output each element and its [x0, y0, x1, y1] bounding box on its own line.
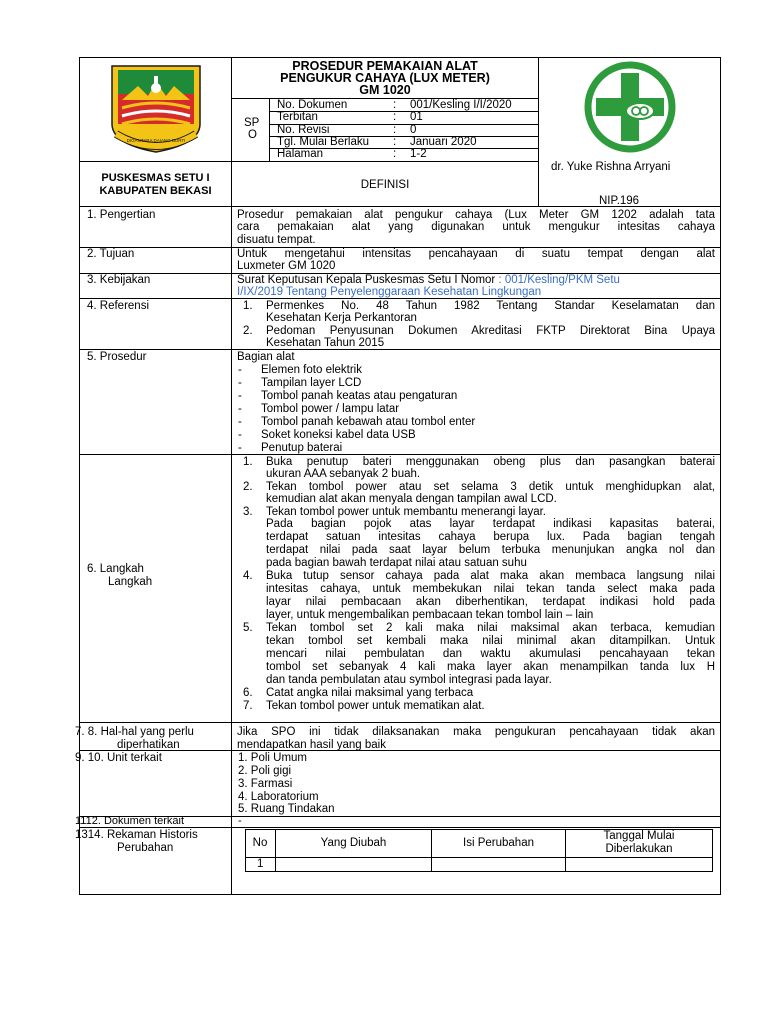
kebijakan-ref: : 001/Kesling/PKM Setu	[495, 274, 620, 286]
step-line: Buka tutup sensor cahaya pada alat maka akan membaca langsung nilai	[266, 570, 715, 582]
step-line: Catat angka nilai maksimal yang terbaca	[266, 687, 474, 699]
kebijakan-line-2: I/IX/2019 Tentang Penyelenggaraan Kesehatan Lingkungan	[237, 286, 542, 298]
step-num: 7.	[243, 700, 253, 712]
prosedur-item: Tombol panah kebawah atau tombol enter	[261, 416, 476, 428]
history-row-no: 1	[257, 858, 264, 870]
tujuan-line: Luxmeter GM 1020	[237, 260, 336, 272]
unit-item: 1. Poli Umum	[238, 752, 308, 764]
hal-hal-line: Jika SPO ini tidak dilaksanakan maka pengukuran pencahayaan tidak akan	[237, 726, 715, 738]
ref-line: Kesehatan Tahun 2015	[266, 337, 385, 349]
unit-item: 3. Farmasi	[238, 778, 293, 790]
doc-title-line-2: PENGUKUR CAHAYA (LUX METER)	[280, 71, 490, 85]
meta-sep: :	[393, 99, 397, 111]
meta-sep: :	[393, 124, 397, 136]
meta-value: 01	[410, 111, 423, 123]
row-line	[79, 827, 721, 828]
dokumen-value: -	[238, 815, 242, 827]
section-label-prosedur: 5. Prosedur	[87, 351, 147, 363]
kebijakan-text: Surat Keputusan Kepala Puskesmas Setu I Nomor	[237, 274, 496, 286]
section-label-langkah-2: Langkah	[108, 576, 153, 588]
step-num: 6.	[243, 687, 253, 699]
step-line: Tekan tombol power atau set selama 3 detik untuk menghidupkan alat,	[266, 481, 715, 493]
ref-line: Permenkes No. 48 Tahun 1982 Tentang Standar Keselamatan dan	[266, 300, 715, 312]
signer-name: dr. Yuke Rishna Arryani	[551, 161, 671, 173]
history-col-diubah: Yang Diubah	[320, 837, 387, 849]
section-label-langkah: 6. Langkah	[87, 563, 144, 575]
row-line	[79, 722, 721, 723]
bullet-dash: -	[238, 364, 242, 376]
pengertian-line: cara pemakaian alat yang digunakan untuk mengukur intesitas cahaya	[237, 221, 715, 233]
signer-divider	[538, 57, 539, 206]
ref-line: Pedoman Penyusunan Dokumen Akreditasi FKTP Direktorat Bina Upaya	[266, 325, 715, 337]
puskesmas-logo	[584, 61, 676, 153]
meta-value: 0	[410, 124, 417, 136]
prosedur-item: Penutup baterai	[261, 442, 343, 454]
step-line: Tekan tombol set 2 kali maka nilai maksimal akan terbaca, kemudian	[266, 622, 715, 634]
step-line: Tekan tombol power untuk membantu menerangi layar.	[266, 506, 546, 518]
meta-bottom-line	[231, 161, 538, 162]
step-line: intesitas cahaya, untuk membekukan nilai tekan tanda select maka pada	[266, 583, 715, 595]
section-label-kebijakan: 3. Kebijakan	[87, 274, 151, 286]
meta-value: 001/Kesling I/I/2020	[410, 99, 512, 111]
meta-value: Januari 2020	[410, 136, 477, 148]
step-num: 1.	[243, 456, 253, 468]
pengertian-line: disuatu tempat.	[237, 234, 316, 246]
meta-value: 1-2	[410, 148, 427, 160]
step-num: 4.	[243, 570, 253, 582]
ref-line: Kesehatan Kerja Perkantoran	[266, 312, 417, 324]
row-line	[79, 454, 721, 455]
section-label-dokumen: 1112. Dokumen terkait	[75, 815, 185, 827]
step-line: tekan tombol set kembali maka nilai minimal akan ditampilkan. Untuk	[266, 635, 715, 647]
prosedur-item: Tampilan layer LCD	[261, 377, 362, 389]
unit-item: 4. Laboratorium	[238, 791, 319, 803]
bullet-dash: -	[238, 403, 242, 415]
prosedur-item: Elemen foto elektrik	[261, 364, 362, 376]
section-label-unit: 9. 10. Unit terkait	[75, 752, 162, 764]
step-line: mencari nilai pembulatan dan waktu akumulasi pencahayaan tekan	[266, 648, 715, 660]
prosedur-item: Tombol panah keatas atau pengaturan	[261, 390, 458, 402]
history-col-isi: Isi Perubahan	[463, 837, 534, 849]
row-line	[79, 349, 721, 350]
spo-divider	[269, 98, 270, 161]
step-num: 5.	[243, 622, 253, 634]
logo-bottom-line	[79, 161, 231, 162]
doc-title-line-1: PROSEDUR PEMAKAIAN ALAT	[292, 59, 478, 73]
bullet-dash: -	[238, 377, 242, 389]
step-line: ukuran AAA sebanyak 2 buah.	[266, 468, 421, 480]
regency-emblem	[108, 62, 204, 160]
meta-sep: :	[393, 148, 397, 160]
meta-label: Tgl. Mulai Berlaku	[277, 136, 370, 148]
ref-num: 1.	[243, 300, 253, 312]
bullet-dash: -	[238, 416, 242, 428]
tujuan-line: Untuk mengetahui intensitas pencahayaan di suatu tempat dengan alat	[237, 248, 715, 260]
section-label-tujuan: 2. Tujuan	[87, 248, 135, 260]
border-top	[79, 57, 721, 58]
institution-line-2: KABUPATEN BEKASI	[99, 185, 212, 197]
section-label-pengertian: 1. Pengertian	[87, 209, 156, 221]
border-bottom	[79, 894, 721, 895]
step-line: layar nilai pembacaan akan diberhentikan, terdapat indikasi hold pada	[266, 596, 715, 608]
step-line: Pada bagian pojok atas layar terdapat indikasi kapasitas baterai,	[266, 518, 715, 530]
pengertian-line: Prosedur pemakaian alat pengukur cahaya (Lux Meter GM 1202 adalah tata	[237, 209, 715, 221]
institution-line-1: PUSKESMAS SETU I	[101, 172, 210, 184]
step-line: terdapat nilai pada saat layar belum terbuka menunjukan angka nol dan	[266, 544, 715, 556]
section-label-hal-hal-2: diperhatikan	[117, 739, 180, 751]
doc-title-line-3: GM 1020	[359, 83, 411, 97]
emblem-motto: DIGANTARA DAIANG BURTI	[126, 138, 186, 143]
history-col-tanggal-2: Diberlakukan	[605, 843, 673, 855]
step-line: tombol set sebanyak 4 kali maka layer akan menampilkan tanda lux H	[266, 661, 715, 673]
step-line: dan tanda pembulatan atau symbol integrasi pada layar.	[266, 674, 552, 686]
section-label-rekaman: 1314. Rekaman Historis	[75, 829, 198, 841]
meta-sep: :	[393, 111, 397, 123]
bullet-dash: -	[238, 442, 242, 454]
history-col-no: No	[252, 837, 268, 849]
step-num: 2.	[243, 481, 253, 493]
spo-label-2: O	[248, 129, 257, 141]
meta-label: No. Dokumen	[277, 99, 348, 111]
bullet-dash: -	[238, 429, 242, 441]
border-right	[720, 57, 721, 895]
prosedur-heading: Bagian alat	[237, 351, 295, 363]
section-label-rekaman-2: Perubahan	[117, 842, 174, 854]
unit-item: 2. Poli gigi	[238, 765, 292, 777]
step-line: layer, untuk mengembalikan pembacaan tekan tombol lain – lain	[266, 609, 594, 621]
history-table	[245, 829, 713, 872]
section-label-referensi: 4. Referensi	[87, 300, 150, 312]
step-line: kemudian alat akan menyala dengan tampilan awal LCD.	[266, 493, 557, 505]
prosedur-item: Soket koneksi kabel data USB	[261, 429, 416, 441]
kebijakan-line-1	[237, 274, 620, 287]
hal-hal-line: mendapatkan hasil yang baik	[237, 739, 386, 751]
meta-sep: :	[393, 136, 397, 148]
prosedur-item: Tombol power / lampu latar	[261, 403, 400, 415]
step-line: Buka penutup bateri menggunakan obeng plus dan pasangkan baterai	[266, 456, 715, 468]
meta-label: Terbitan	[277, 111, 318, 123]
history-col-tanggal: Tanggal Mulai	[603, 830, 675, 842]
signer-nip: NIP.196	[599, 195, 640, 207]
ref-num: 2.	[243, 325, 253, 337]
step-line: pada bagian bawah terdapat nilai atau satuan suhu	[266, 557, 527, 569]
definisi-label: DEFINISI	[360, 179, 410, 191]
unit-item: 5. Ruang Tindakan	[238, 803, 335, 815]
bullet-dash: -	[238, 390, 242, 402]
meta-label: Halaman	[277, 148, 324, 160]
step-line: terdapat satuan intesitas cahaya berupa lux. Pada bagian tengah	[266, 531, 715, 543]
meta-label: No. Revisi	[277, 124, 330, 136]
step-num: 3.	[243, 506, 253, 518]
section-label-hal-hal: 7. 8. Hal-hal yang perlu	[75, 726, 194, 738]
step-line: Tekan tombol power untuk mematikan alat.	[266, 700, 485, 712]
spo-label-1: SP	[244, 117, 260, 129]
